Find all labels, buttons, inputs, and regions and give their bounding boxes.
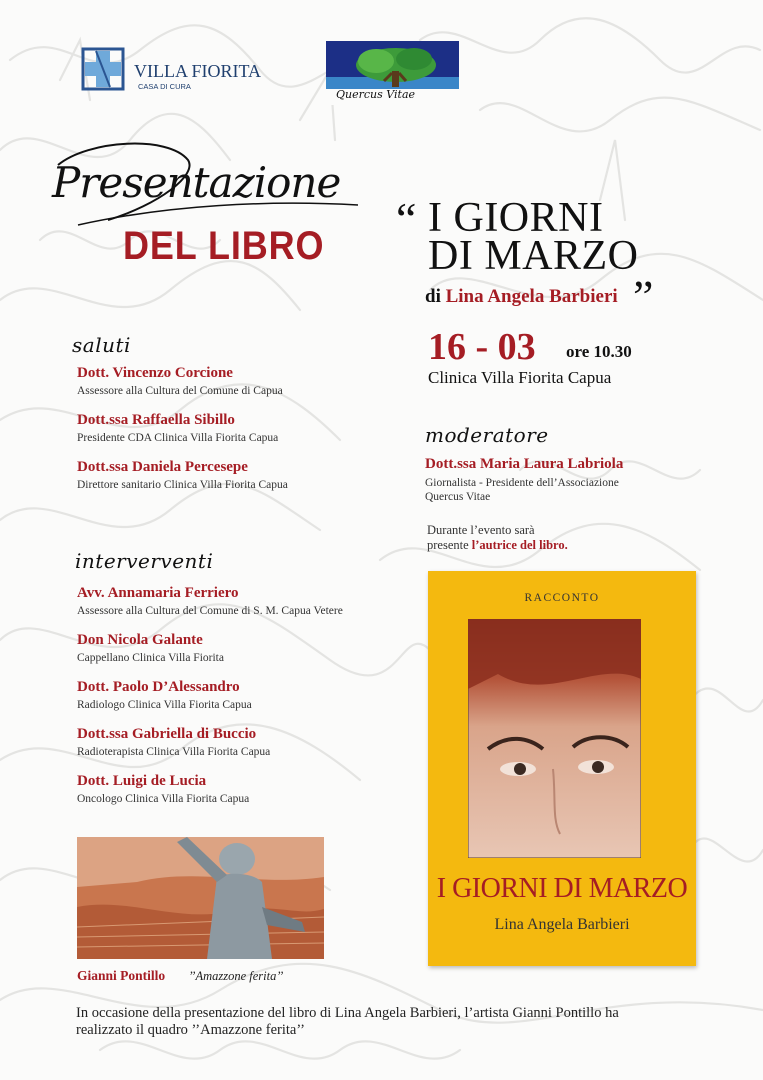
byline-prefix: di [425, 286, 441, 307]
moderatore-label: moderatore [425, 423, 549, 447]
person-name: Dott.ssa Raffaella Sibillo [77, 412, 235, 428]
interventi-person [77, 726, 343, 773]
quercus-vitae-name: Quercus Vitae [336, 88, 416, 101]
person-role: Direttore sanitario Clinica Villa Fiorita Capua [77, 479, 288, 491]
person-role: Radiologo Clinica Villa Fiorita Capua [77, 699, 252, 711]
person-role: Radioterapista Clinica Villa Fiorita Capua [77, 746, 271, 758]
villa-fiorita-name: VILLA FIORITA [134, 61, 262, 81]
note-highlight: l’autrice del libro. [471, 538, 568, 552]
person-name: Dott. Vincenzo Corcione [77, 365, 233, 381]
footer-text [76, 1005, 619, 1039]
artwork-image [77, 837, 324, 959]
interventi-person [77, 679, 343, 726]
moderatore-role-1: Giornalista - Presidente dell’Associazione [425, 477, 619, 489]
cross-logo-icon [81, 47, 125, 91]
person-role: Assessore alla Cultura del Comune di Capua [77, 385, 283, 397]
heading-block: DEL LIBRO [123, 224, 325, 268]
artwork-artist: Gianni Pontillo [77, 968, 166, 983]
event-time: ore 10.30 [566, 342, 632, 361]
moderatore-role-2: Quercus Vitae [425, 491, 491, 503]
close-quote: „ [633, 245, 654, 296]
person-name: Dott.ssa Gabriella di Buccio [77, 726, 257, 742]
interventi-label: interverventi [75, 549, 214, 573]
person-role: Presidente CDA Clinica Villa Fiorita Capua [77, 432, 279, 444]
saluti-label: saluti [72, 333, 131, 357]
villa-fiorita-logo [81, 47, 281, 93]
saluti-person [77, 365, 288, 412]
person-name: Dott. Paolo D’Alessandro [77, 679, 240, 695]
event-date: 16 - 03 [428, 326, 536, 368]
interventi-person [77, 773, 343, 820]
note-prefix: presente [427, 538, 469, 552]
heading-script: Presentazione [52, 158, 341, 207]
book-byline [425, 286, 618, 308]
cover-portrait [468, 619, 641, 858]
note-line2 [427, 538, 568, 553]
interventi-list [77, 585, 343, 820]
byline-author: Lina Angela Barbieri [445, 286, 618, 307]
interventi-person [77, 585, 343, 632]
person-name: Don Nicola Galante [77, 632, 203, 648]
book-title-line2: DI MARZO [428, 233, 639, 279]
person-role: Oncologo Clinica Villa Fiorita Capua [77, 793, 250, 805]
person-name: Dott. Luigi de Lucia [77, 773, 207, 789]
person-role: Cappellano Clinica Villa Fiorita [77, 652, 224, 664]
heading-swash [48, 135, 368, 230]
person-name: Avv. Annamaria Ferriero [77, 585, 239, 601]
person-name: Dott.ssa Daniela Percesepe [77, 459, 248, 475]
artwork-caption [77, 968, 283, 984]
moderatore-name: Dott.ssa Maria Laura Labriola [425, 456, 624, 472]
cover-title: I GIORNI DI MARZO [436, 873, 688, 904]
event-place: Clinica Villa Fiorita Capua [428, 368, 612, 387]
interventi-person [77, 632, 343, 679]
note-line1: Durante l’evento sarà [427, 523, 535, 537]
person-role: Assessore alla Cultura del Comune di S. M. Capua Vetere [77, 605, 343, 617]
footer-line2: realizzato il quadro ’’Amazzone ferita’’ [76, 1022, 305, 1038]
quercus-vitae-logo [326, 41, 459, 105]
cover-top-label: RACCONTO [524, 592, 600, 604]
saluti-list [77, 365, 288, 506]
villa-fiorita-sub: CASA DI CURA [138, 82, 191, 91]
book-title-line1: I GIORNI [428, 195, 604, 241]
saluti-person [77, 412, 288, 459]
saluti-person [77, 459, 288, 506]
cover-author: Lina Angela Barbieri [494, 916, 630, 933]
book-cover [428, 571, 696, 966]
author-note [427, 523, 568, 553]
open-quote: “ [396, 193, 417, 244]
footer-line1: In occasione della presentazione del libro di Lina Angela Barbieri, l’artista Gianni Pontillo ha [76, 1005, 619, 1021]
artwork-title: ’’Amazzone ferita’’ [188, 969, 284, 983]
